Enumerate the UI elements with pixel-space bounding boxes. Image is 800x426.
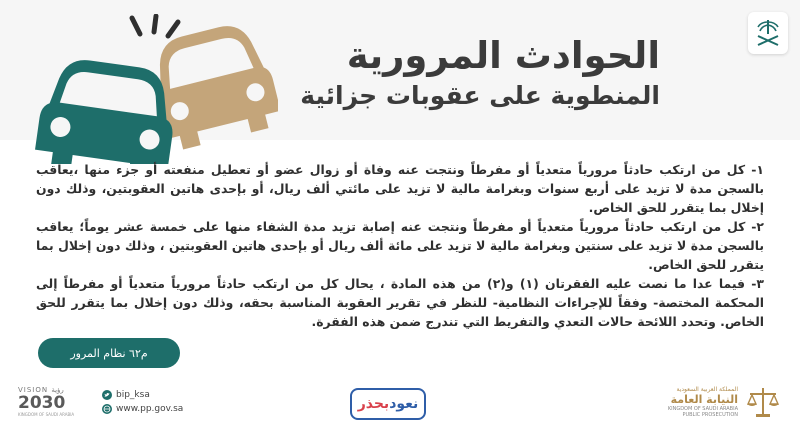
article-2: ٢- كل من ارتكب حادثاً مرورياً متعدياً أو مفرطاً ونتجت عنه إصابة تزيد مدة الشفاء منها على خمسة عشر يوماً؛ يعاقب بالسجن مدة لا تزيد على سنتين وبغرامة مالية لا تزيد على مائة ألف ريال أو بإحدى هاتين العقوبتين ، وذلك دون إخلال بما يتقرر للحق الخاص. [36,219,764,272]
social-links [102,388,202,416]
social-handle: bip_ksa [116,390,150,400]
org-country: المملكة العربية السعودية [676,386,738,393]
scales-emblem-icon [744,384,782,422]
slogan-word-1: نعود [389,396,419,412]
article-3: ٣- فيما عدا ما نصت عليه الفقرتان (١) و(٢) من هذه المادة ، يحال كل من ارتكب حادثاً مرورياً متعدياً أو مفرطاً إلى المحكمة المختصة- وفقاً للإجراءات النظامية- للنظر في تقرير العقوبة المناسبة بحقه، وذلك دون إخلال بما يتقرر للحق الخاص. وتحدد اللائحة حالات التعدي والتفريط التي تندرج ضمن هذه الفقرة. [36,276,764,329]
globe-icon [102,404,112,414]
public-prosecution-logo [612,382,782,424]
footer [0,376,800,426]
vision-sub: KINGDOM OF SAUDI ARABIA [18,412,75,417]
article-1: ١- كل من ارتكب حادثاً مرورياً متعدياً أو مفرطاً ونتجت عنه وفاة أو زوال عضو أو تعطيل منفعته أو جزء منها ،يعاقب بالسجن مدة لا تزيد على أربع سنوات وبغرامة مالية لا تزيد على مائتي ألف ريال، أو بإحدى هاتين العقوبتين، وذلك دون إخلال بما يتقرر للحق الخاص. [36,162,764,215]
title-block [300,34,660,112]
reference-badge: م٦٢ نظام المرور [38,338,180,368]
website-link[interactable] [102,402,202,416]
org-name-en: PUBLIC PROSECUTION [682,412,738,418]
vision-label: VISION رؤية [18,386,64,394]
page-title: الحوادث المرورية [346,34,660,77]
vision-2030-logo [18,386,78,420]
articles-text [36,160,764,331]
header-banner [0,0,800,140]
twitter-icon [102,390,112,400]
website-url: www.pp.gov.sa [116,404,184,414]
twitter-link[interactable] [102,388,202,402]
org-country-en: KINGDOM OF SAUDI ARABIA [667,406,738,412]
page-subtitle: المنطوية على عقوبات جزائية [300,81,660,110]
vision-year: 2030 [18,393,66,413]
slogan-word-2: بحذر [357,396,390,412]
palm-swords-emblem-icon [748,12,788,54]
org-name: النيابة العامة [670,393,738,406]
org-text [668,386,738,418]
slogan-badge [350,388,426,420]
car-collision-icon [28,14,278,164]
